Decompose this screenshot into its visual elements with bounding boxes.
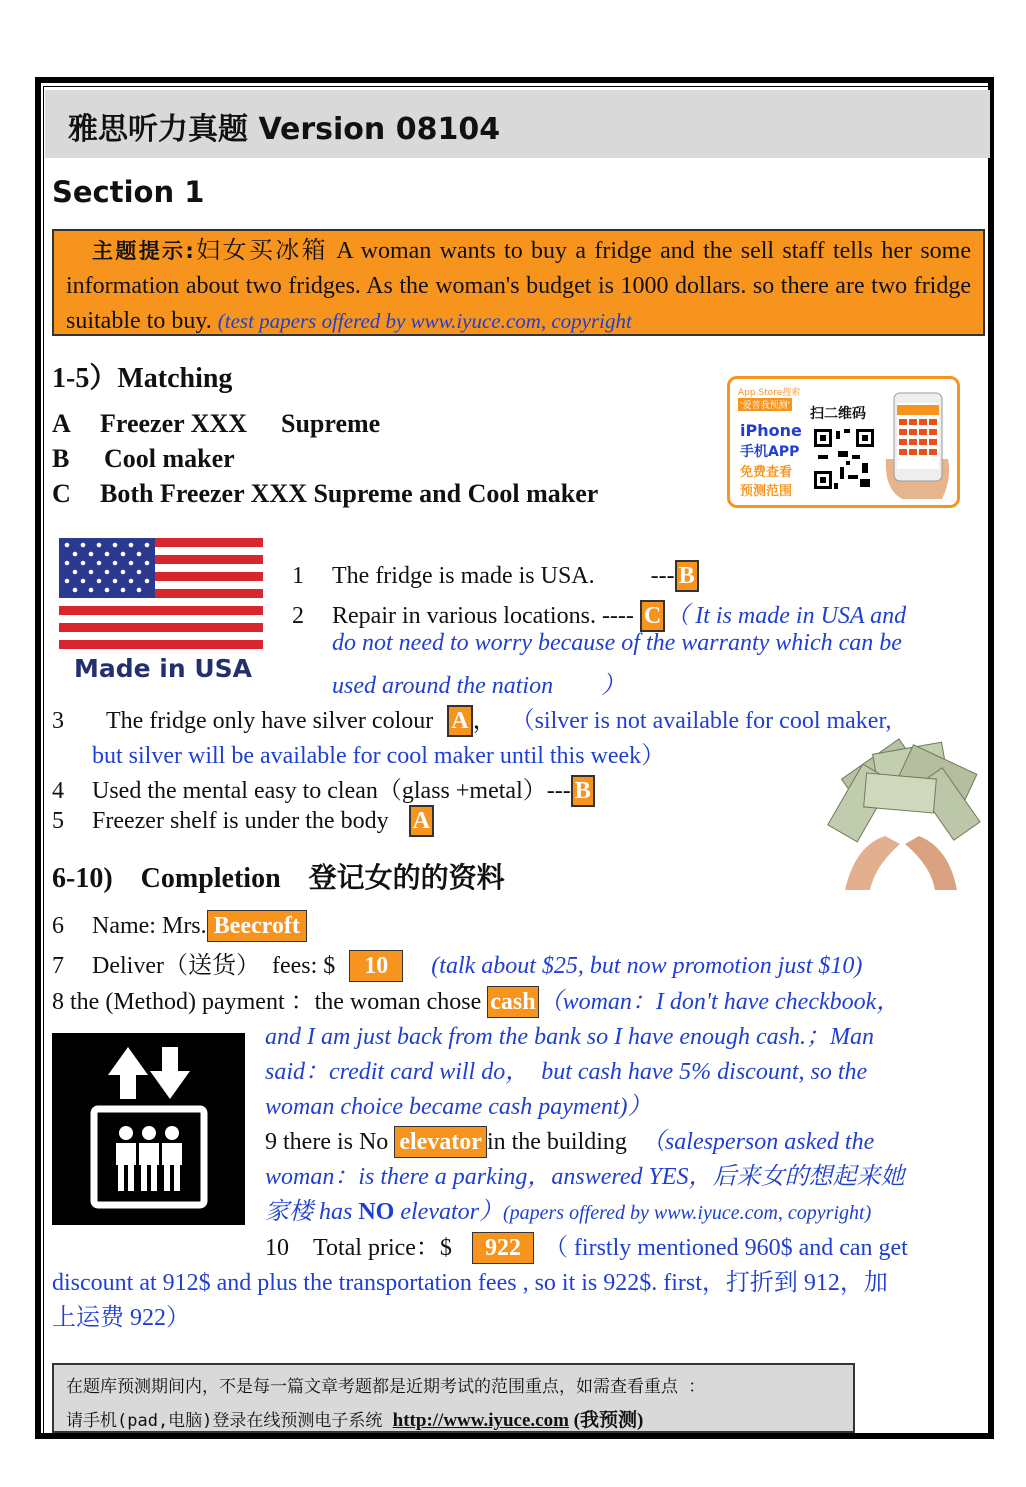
option-text: Freezer XXX (100, 409, 248, 438)
topic-hint-box (52, 229, 985, 336)
question-4 (52, 770, 595, 807)
question-9-note-line: woman：is there a parking，answered YES，后来女的想起来她 (265, 1164, 905, 1190)
question-text: Freezer shelf is under the body (92, 808, 389, 834)
money-image (815, 736, 987, 890)
question-10-note-line: 上运费 922） (52, 1305, 190, 1331)
matching-heading: 1-5）Matching (52, 363, 233, 394)
elevator-icon (52, 1033, 245, 1225)
answer-2: C (640, 600, 665, 632)
question-note: （silver is not available for cool maker, (510, 708, 892, 734)
answer-9: elevator (394, 1126, 487, 1158)
option-b (52, 444, 235, 474)
option-text: Cool maker (104, 444, 235, 473)
note-part: elevator） (394, 1199, 503, 1225)
option-text: Both Freezer XXX Supreme and Cool maker (100, 479, 599, 508)
question-1 (292, 560, 699, 592)
comma: ， (472, 708, 497, 734)
question-text: Used the mental easy to clean（glass +metal）--- (92, 778, 571, 804)
question-text: Deliver（送货） fees: $ (92, 953, 336, 979)
question-number: 5 (52, 808, 64, 834)
question-8-note-line: and I am just back from the bank so I have enough cash.；Man (265, 1024, 874, 1050)
question-text: The fridge is made is USA. (332, 563, 595, 589)
question-note: （woman：I don't have checkbook， (538, 989, 901, 1015)
question-9 (265, 1121, 874, 1158)
promo-iphone: iPhone (740, 421, 802, 440)
answer-6: Beecroft (207, 910, 307, 942)
option-c (52, 479, 598, 509)
footer-suffix: (我预测) (568, 1410, 644, 1431)
question-5 (52, 805, 434, 837)
flag-caption: Made in USA (74, 654, 253, 683)
promo-app-name: '爱普我预测' (738, 398, 792, 411)
section-title: Section 1 (52, 175, 205, 209)
footer-box (52, 1363, 855, 1433)
question-2-note-line: used around the nation ） (332, 673, 626, 699)
question-text: Name: Mrs. (92, 913, 207, 939)
hint-en: A woman wants to buy a fridge and the sell staff tells her some information about two fridges. As the woman's budget is 1000 dollars. so there are two fridge suitable to buy. (66, 238, 972, 334)
footer-line-1: 在题库预测期间内，不是每一篇文章考题都是近期考试的范围重点，如需查看重点 ： (66, 1377, 706, 1397)
question-text: 9 there is No (265, 1129, 389, 1155)
answer-dash: --- (650, 563, 675, 589)
answer-5: A (409, 805, 434, 837)
answer-4: B (571, 775, 595, 807)
answer-1: B (675, 560, 699, 592)
question-number: 1 (292, 563, 304, 589)
hint-label: 主题提示: (92, 239, 194, 263)
footer-text: 请手机(pad,电脑)登录在线预测电子系统 (66, 1411, 393, 1431)
promo-store-text: App Store搜索 (738, 388, 801, 398)
promo-scan-text: 扫二维码 (810, 406, 866, 422)
question-3 (52, 700, 892, 737)
question-2-note-line: do not need to worry because of the warranty which can be (332, 630, 902, 656)
question-text: 8 the (Method) payment ：the woman chose (52, 989, 482, 1015)
option-a (52, 409, 380, 439)
note-part: 家楼 has (265, 1199, 359, 1225)
answer-7: 10 (349, 950, 403, 982)
hint-note: (test papers offered by www.iyuce.com, copyright (217, 309, 632, 333)
completion-heading: 6-10) Completion 登记女的的资料 (52, 863, 505, 894)
question-number: 6 (52, 913, 64, 939)
promo-line3: 免费查看 (740, 465, 793, 480)
promo-line4: 预测范围 (740, 484, 793, 499)
qr-code-icon[interactable] (812, 427, 876, 491)
option-letter: C (52, 479, 71, 508)
question-text: The fridge only have silver colour (106, 708, 434, 734)
footer-line-2 (66, 1404, 853, 1438)
question-number: 7 (52, 953, 64, 979)
question-text: 10 Total price：$ (265, 1235, 452, 1261)
note-copyright: (papers offered by www.iyuce.com, copyright) (502, 1202, 872, 1224)
question-8 (52, 981, 900, 1018)
promo-line2: 手机APP (740, 444, 800, 460)
question-number: 2 (292, 603, 304, 629)
answer-3: A (447, 705, 472, 737)
note-bold: NO (358, 1199, 395, 1225)
question-note: （salesperson asked the (640, 1129, 875, 1155)
question-note: （ It is made in USA and (665, 603, 907, 629)
question-text: Repair in various locations. ---- (332, 603, 634, 629)
question-6 (52, 910, 307, 942)
question-3-note-line: but silver will be available for cool maker until this week） (92, 743, 666, 769)
answer-8: cash (487, 986, 538, 1018)
question-2 (292, 595, 906, 632)
option-letter: B (52, 444, 70, 473)
question-text-2: in the building (486, 1129, 627, 1155)
option-letter: A (52, 409, 71, 438)
page-title: 雅思听力真题 Version 08104 (68, 112, 501, 147)
question-8-note-line: said：credit card will do， but cash have 5% discount, so the (265, 1059, 868, 1085)
option-text-2: Supreme (281, 409, 381, 438)
question-8-note-line: woman choice became cash payment)） (265, 1094, 652, 1120)
question-10 (265, 1227, 908, 1264)
answer-10: 922 (472, 1232, 534, 1264)
app-promo-box[interactable] (727, 376, 960, 508)
question-10-note-line: discount at 912$ and plus the transportation fees , so it is 922$. first，打折到 912，加 (52, 1270, 888, 1296)
question-9-note-line (265, 1191, 871, 1226)
us-flag-icon (59, 538, 263, 650)
question-number: 3 (52, 708, 64, 734)
footer-link[interactable]: http://www.iyuce.com (392, 1410, 569, 1431)
hint-cn: 妇女买冰箱 (193, 238, 328, 264)
question-note: （ firstly mentioned 960$ and can get (543, 1235, 908, 1261)
question-7 (52, 945, 862, 982)
question-number: 4 (52, 778, 64, 804)
phone-in-hand-icon (882, 389, 954, 501)
question-note: (talk about $25, but now promotion just $10) (431, 953, 863, 979)
